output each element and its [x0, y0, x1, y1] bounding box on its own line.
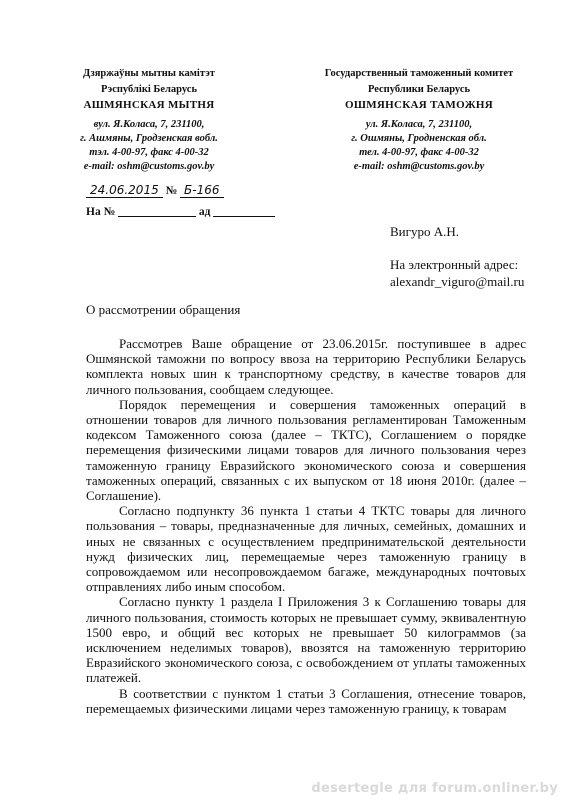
letter-date: 24.06.2015 — [86, 183, 163, 198]
letter-body — [86, 336, 526, 716]
letterhead-russian — [304, 66, 534, 174]
address-line: г. Ашмяны, Гродзенская вобл. — [80, 132, 218, 144]
recipient-name: Вигуро А.Н. — [390, 224, 459, 239]
letterhead-belarusian — [44, 66, 254, 174]
address-line: г. Ошмяны, Гродненская обл. — [351, 132, 487, 144]
reply-reference-line — [86, 205, 275, 218]
phone-line: тел. 4-00-97, факс 4-00-32 — [359, 146, 479, 158]
address-line: ул. Я.Коласа, 7, 231100, — [365, 118, 473, 130]
letter-number: Б-166 — [180, 183, 223, 198]
reply-number-blank — [118, 205, 196, 217]
email-label: На электронный адрес: — [390, 257, 519, 272]
body-paragraph: Согласно пункту 1 раздела I Приложения 3 к Соглашению товары для личного пользования, стоимость которых не превышает сумму, эквивалентную 1500 евро, и общий вес которых не превышает 50 килограммов (за исключением неделимых товаров), ввозятся на таможенную территорию Евразийского экономического союза, с освобождением от уплаты таможенных платежей. — [86, 594, 526, 686]
org-name-line1: Государственный таможенный комитет — [324, 68, 514, 79]
reply-date-blank — [213, 205, 275, 217]
org-name-line2: Рэспублікі Беларусь — [100, 83, 197, 95]
body-paragraph: Согласно подпункту 36 пункта 1 статьи 4 ТКТС товары для личного пользования – товары, предназначенные для личных, семейных, домашних и иных не связанных с осуществлением предпринимательской деятельности нужд физических лиц, перемещаемые через таможенную границу в сопровождаемом или несопровождаемом багаже, международных почтовых отправлениях либо иным способом. — [86, 503, 526, 595]
org-name-line1: Дзяржаўны мытны камітэт — [83, 68, 215, 79]
letter-subject: О рассмотрении обращения — [86, 302, 241, 317]
address-block — [304, 118, 534, 174]
body-paragraph: Порядок перемещения и совершения таможенных операций в отношении товаров для личного пользования регламентирован Таможенным кодексом Таможенного союза (далее – ТКТС), Соглашением о порядке перемещения физическими лицами товаров для личного пользования через таможенную границу Евразийского экономического союза и совершения таможенных операций, связанных с их выпуском от 18 июня 2010г. (далее – Соглашение). — [86, 396, 526, 504]
department-name: ОШМЯНСКАЯ ТАМОЖНЯ — [345, 99, 493, 111]
body-paragraph: Рассмотрев Ваше обращение от 23.06.2015г. поступившее в адрес Ошмянской таможни по вопросу ввоза на территорию Республики Беларусь комплекта новых шин к транспортному средству, в качестве товаров для личного пользования, сообщаем следующее. — [86, 336, 526, 397]
recipient-contact — [390, 256, 524, 290]
watermark: desertegle для forum.onliner.by — [311, 781, 558, 796]
number-label: № — [165, 185, 178, 197]
reply-mid-label: ад — [198, 206, 211, 218]
address-block — [44, 118, 254, 174]
registration-line — [86, 183, 224, 198]
address-line: вул. Я.Коласа, 7, 231100, — [93, 118, 205, 130]
email-line: e-mail: oshm@customs.gov.by — [353, 160, 485, 172]
reply-label: На № — [86, 206, 116, 218]
body-paragraph: В соответствии с пунктом 1 статьи 3 Соглашения, отнесение товаров, перемещаемых физическими лицами через таможенную границу, к товарам — [86, 685, 526, 716]
email-line: e-mail: oshm@customs.gov.by — [83, 160, 215, 172]
phone-line: тэл. 4-00-97, факс 4-00-32 — [89, 146, 209, 158]
org-name-line2: Республики Беларусь — [367, 83, 471, 95]
recipient-email: alexandr_viguro@mail.ru — [390, 274, 525, 289]
department-name: АШМЯНСКАЯ МЫТНЯ — [83, 99, 215, 111]
